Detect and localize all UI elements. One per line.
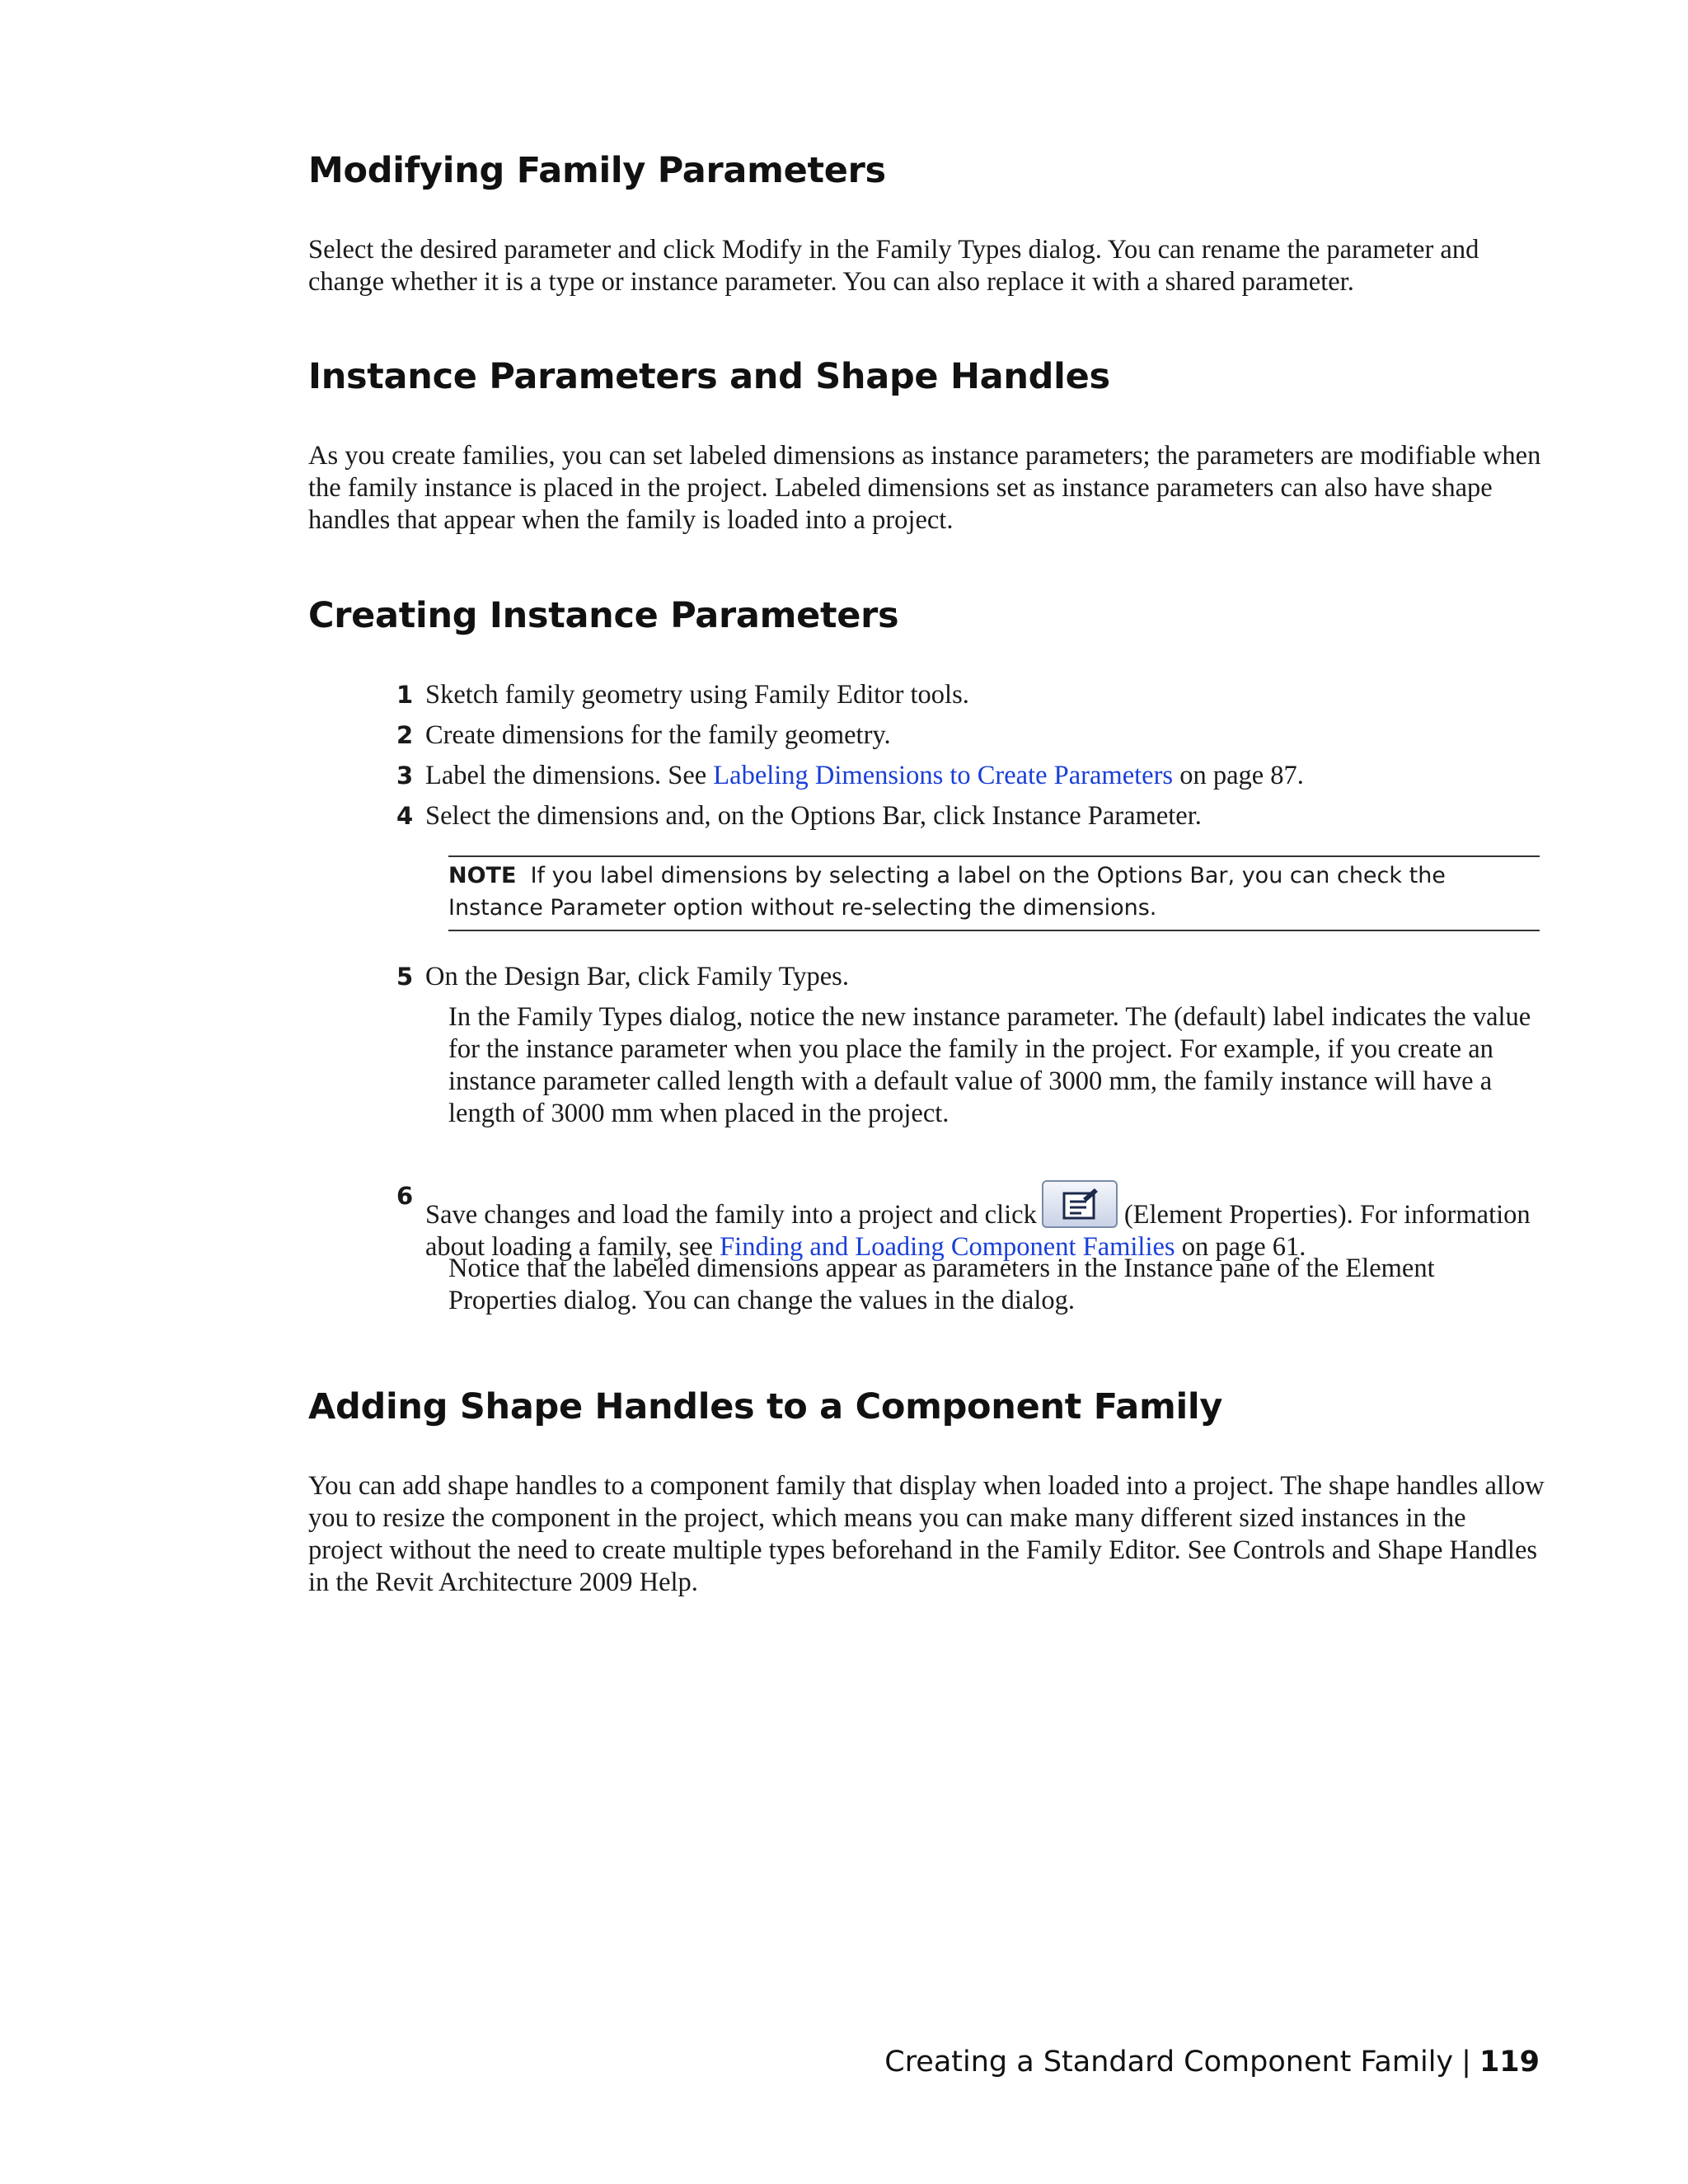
heading-creating-instance-parameters: Creating Instance Parameters <box>308 595 899 636</box>
element-properties-icon[interactable] <box>1042 1180 1118 1228</box>
link-labeling-dimensions[interactable]: Labeling Dimensions to Create Parameters <box>713 761 1174 790</box>
paragraph-adding: You can add shape handles to a component family that display when loaded into a project. The shape handles allow you to resize the component in the project, which means you can make many different sized instances in the project without the need to create multiple types beforehand in the Family Editor. See Controls and Shape Handles in the Revit Architecture 2009 Help. <box>308 1471 1545 1597</box>
heading-instance-parameters-shape-handles: Instance Parameters and Shape Handles <box>308 356 1110 397</box>
step-text: On the Design Bar, click Family Types. <box>425 962 849 991</box>
page-number: 119 <box>1479 2046 1540 2079</box>
paragraph-instance-shape: As you create families, you can set labeled dimensions as instance parameters; the parameters are modifiable when the family instance is placed in the project. Labeled dimensions set as instance parameters can also have shape handles that appear when the family is loaded into a project. <box>308 441 1541 535</box>
step-text: Sketch family geometry using Family Editor tools. <box>425 680 969 710</box>
step-1 <box>396 679 1546 711</box>
step-text: Create dimensions for the family geometry. <box>425 720 891 750</box>
step-2 <box>396 719 1546 752</box>
footer-chapter: Creating a Standard Component Family <box>884 2046 1454 2079</box>
step-text-suffix: on page 87. <box>1173 761 1304 790</box>
step-number: 6 <box>396 1182 414 1210</box>
step-5 <box>396 961 1546 993</box>
step-number: 1 <box>396 681 414 709</box>
note-label: NOTE <box>448 863 517 888</box>
note-text: If you label dimensions by selecting a label on the Options Bar, you can check the Instance Parameter option without re-selecting the dimensions. <box>448 863 1446 921</box>
step-text-cont: (Element Properties). For information about loading a family, see <box>425 1200 1531 1262</box>
step-4 <box>396 800 1546 832</box>
note-box <box>448 855 1540 931</box>
step-6 <box>396 1180 1546 1263</box>
heading-modifying-family-parameters: Modifying Family Parameters <box>308 150 886 191</box>
step-text-suffix: on page 61. <box>1175 1232 1306 1262</box>
step-number: 5 <box>396 963 414 991</box>
step-5-detail: In the Family Types dialog, notice the new instance parameter. The (default) label indicates the value for the instance parameter when you place the family in the project. For example, if you create an instance parameter called length with a default value of 3000 mm, the family instance will have a length of 3000 mm when placed in the project. <box>448 1002 1531 1128</box>
step-text: Label the dimensions. See <box>425 761 714 790</box>
paragraph-modifying: Select the desired parameter and click Modify in the Family Types dialog. You can rename the parameter and change whether it is a type or instance parameter. You can also replace it with a shared parameter. <box>308 235 1479 297</box>
step-3 <box>396 760 1546 792</box>
step-number: 3 <box>396 762 414 790</box>
step-text: Save changes and load the family into a project and click <box>425 1200 1037 1230</box>
step-6-detail: Notice that the labeled dimensions appear as parameters in the Instance pane of the Element Properties dialog. You can change the values in the dialog. <box>448 1254 1435 1315</box>
link-finding-loading-families[interactable]: Finding and Loading Component Families <box>720 1232 1175 1262</box>
footer-separator: | <box>1461 2046 1471 2079</box>
step-number: 2 <box>396 721 414 749</box>
heading-adding-shape-handles: Adding Shape Handles to a Component Family <box>308 1386 1223 1427</box>
step-number: 4 <box>396 802 414 830</box>
step-text: Select the dimensions and, on the Options Bar, click Instance Parameter. <box>425 801 1202 831</box>
page-footer <box>884 2046 1540 2079</box>
